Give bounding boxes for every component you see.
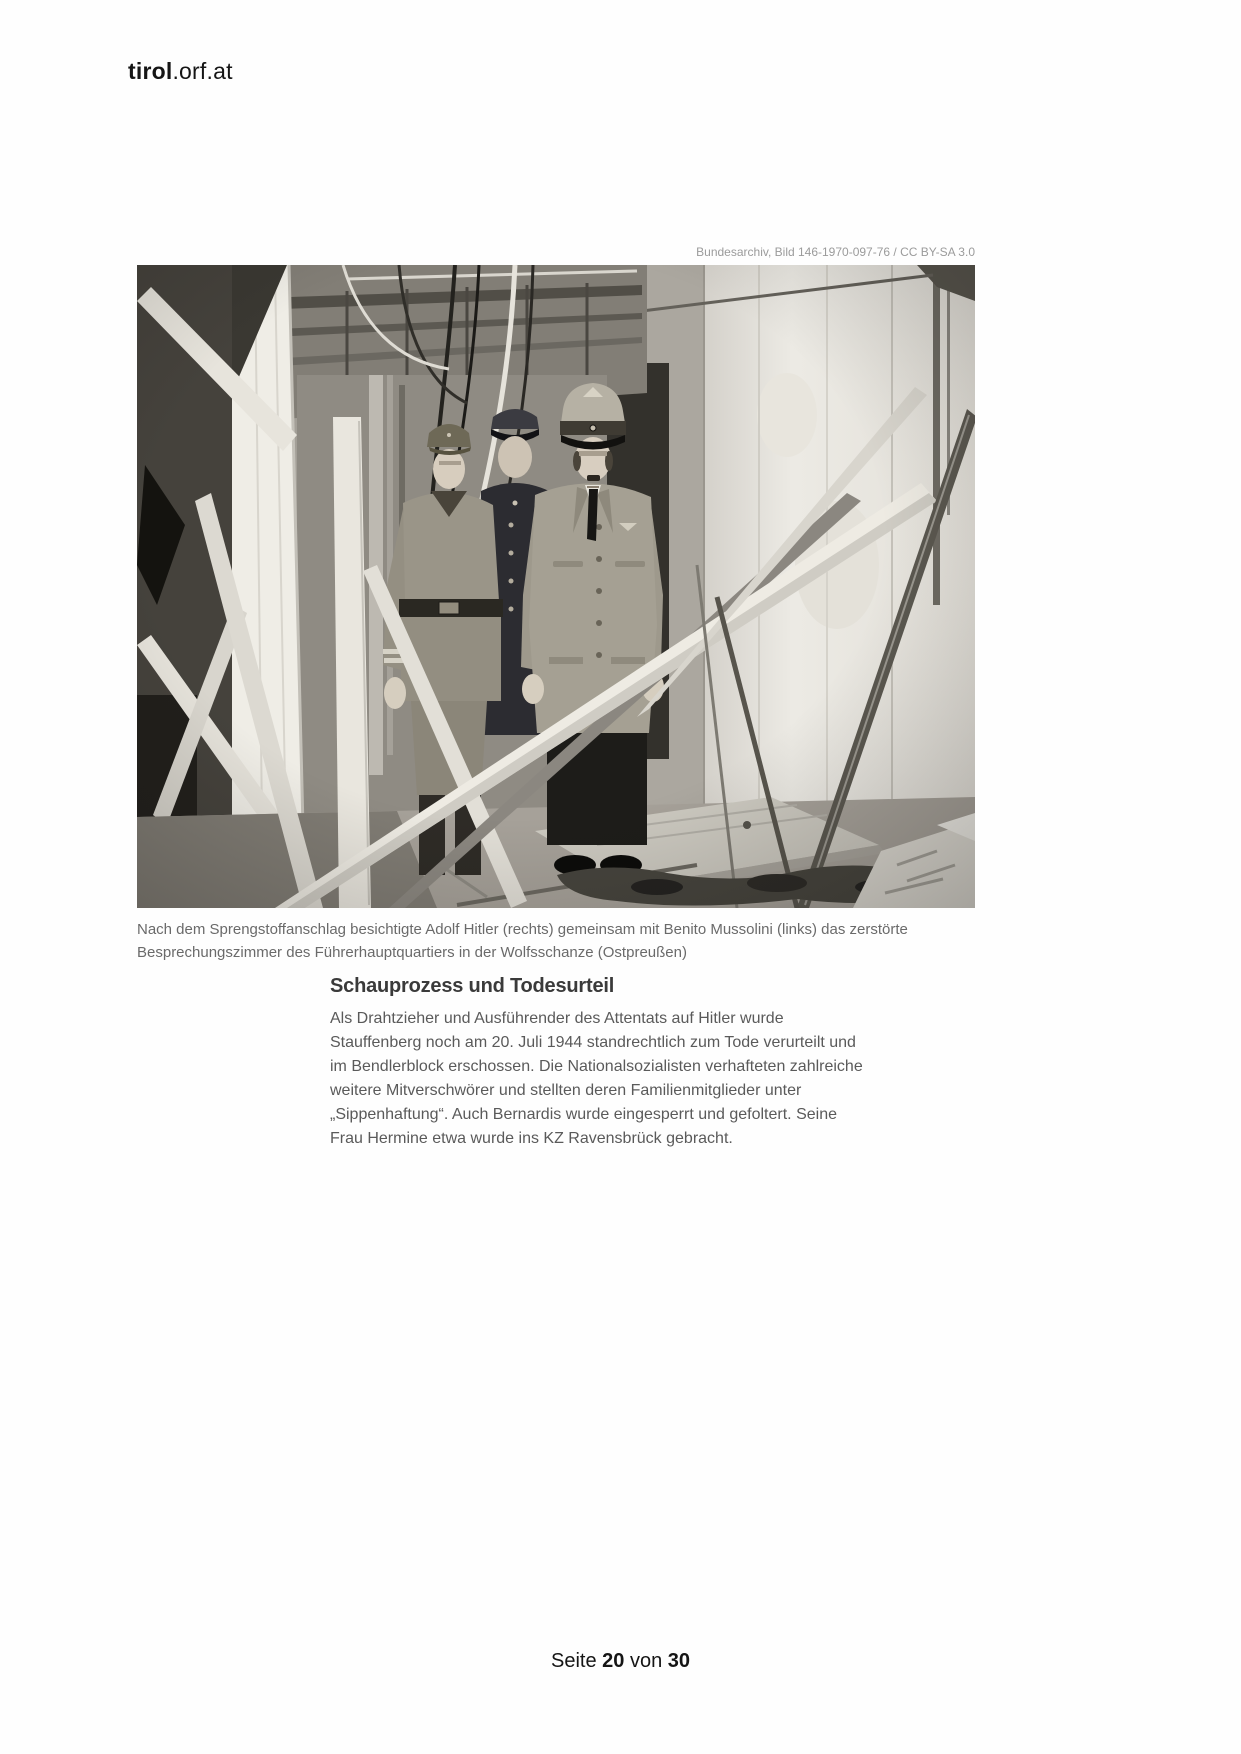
- article-figure: [137, 245, 975, 964]
- article-photo: [137, 265, 975, 908]
- photo-caption: Nach dem Sprengstoffanschlag besichtigte Adolf Hitler (rechts) gemeinsam mit Benito Mussolini (links) das zerstörte Besprechungszimmer des Führerhauptquartiers in der Wolfsschanze (Ostpreußen): [137, 921, 908, 961]
- site-logo-rest: .orf.at: [172, 58, 233, 84]
- article-body: Als Drahtzieher und Ausführender des Attentats auf Hitler wurde Stauffenberg noch am 20. Juli 1944 standrechtlich zum Tode verurteilt und im Bendlerblock erschossen. Die Nationalsozialisten verhafteten zahlreiche weitere Mitverschwörer und stellten deren Familienmitglieder unter „Sippenhaftung“. Auch Bernardis wurde eingesperrt und gefoltert. Seine Frau Hermine etwa wurde ins KZ Ravensbrück gebracht.: [330, 1010, 863, 1147]
- article-section: [330, 975, 865, 1151]
- footer-current-page: 20: [602, 1650, 625, 1672]
- footer-total-pages: 30: [667, 1650, 691, 1672]
- wolfsschanze-photo-illustration: [137, 265, 975, 908]
- article-heading: Schauprozess und Todesurteil: [330, 975, 615, 997]
- photo-credit: Bundesarchiv, Bild 146-1970-097-76 / CC BY-SA 3.0: [696, 245, 975, 259]
- footer-page-word: Seite: [550, 1650, 597, 1672]
- page-footer: [0, 1650, 1241, 1673]
- site-logo-bold: tirol: [128, 58, 173, 84]
- footer-of-word: von: [629, 1650, 663, 1672]
- site-logo: [128, 58, 233, 85]
